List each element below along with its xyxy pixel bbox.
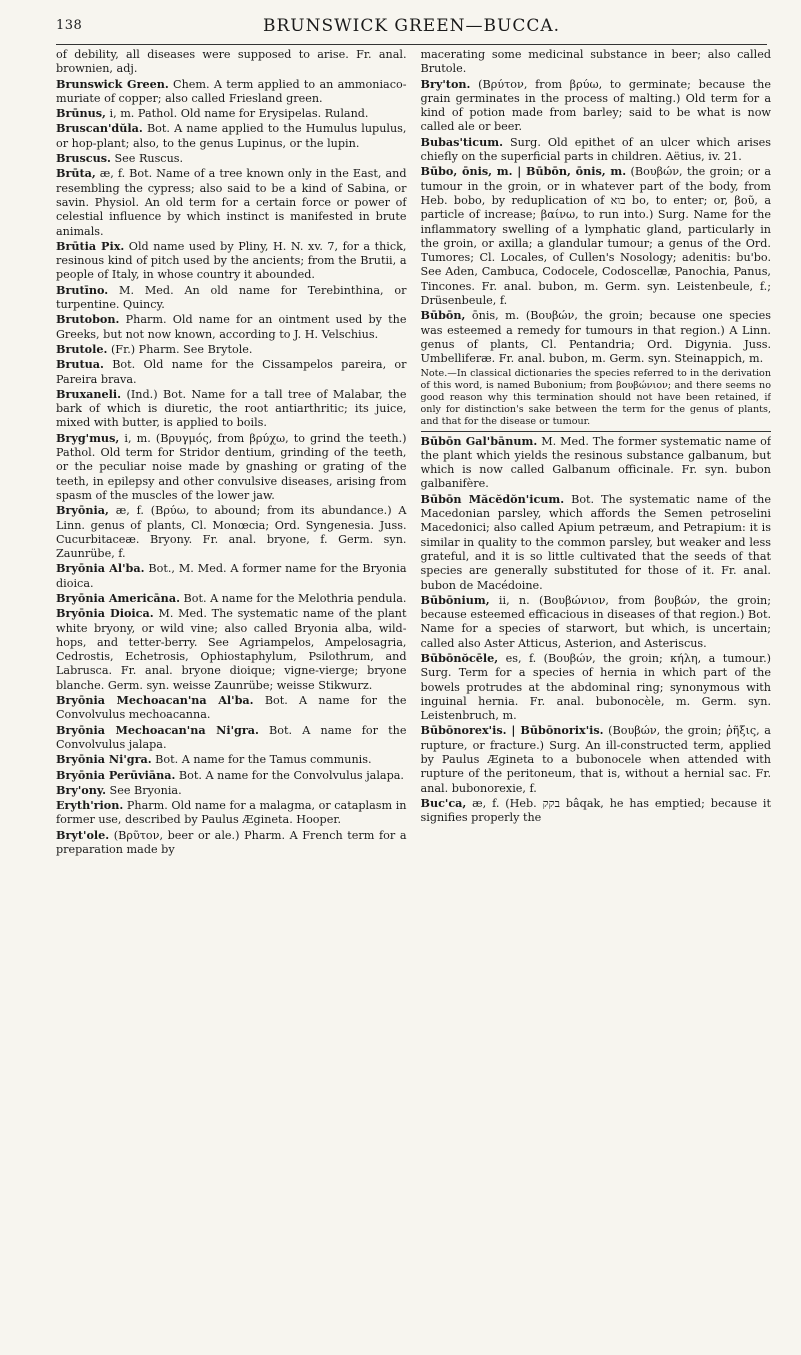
- entry-definition: Surg. Old epithet of an ulcer which arises chiefly on the superficial parts in children. Aëtius, iv. 21.: [420, 135, 771, 164]
- entry-definition: Old name used by Pliny, H. N. xv. 7, for a thick, resinous kind of pitch used by the ancients; from the Brutii, a people of Italy, in whose country it abounded.: [56, 239, 407, 282]
- entry-definition: (Ind.) Bot. Name for a tall tree of Malabar, the bark of which is diuretic, the root antiarthritic; its juice, mixed with butter, is applied to boils.: [56, 387, 407, 430]
- dictionary-entry: [56, 106, 407, 121]
- entry-definition: i, m. Pathol. Old name for Erysipelas. Ruland.: [105, 107, 369, 121]
- entry-headword: Brunswick Green.: [56, 76, 169, 91]
- dictionary-entry: [421, 135, 772, 165]
- entry-definition: ii, n. (Βουβώνιον, from βουβών, the groin; because esteemed efficacious in diseases of that region.) Bot. Name for a species of starwort, but which, is uncertain; called also Aster Atticus, Asterion, and Asteriscus.: [420, 593, 771, 650]
- entry-definition: macerating some medicinal substance in beer; also called Brutole.: [420, 48, 771, 76]
- dictionary-entry: [56, 723, 407, 753]
- text-columns: [56, 48, 771, 1345]
- entry-headword: Brutua.: [56, 357, 104, 372]
- entry-headword: Bry'ony.: [56, 782, 106, 797]
- dictionary-entry: [56, 387, 407, 431]
- entry-headword: Bryōnia Al'ba.: [56, 561, 145, 576]
- entry-definition: (Βρύτον, from βρύω, to germinate; because the grain germinates in the process of malting.) Old term for a kind of potion made from barley; said to be what is now called ale or beer.: [420, 77, 771, 134]
- dictionary-entry: [421, 796, 772, 826]
- entry-definition: æ, f. Bot. Name of a tree known only in the East, and resembling the cypress; also said to be a kind of Sabina, or savin. Physiol. An old term for a certain force or power of celestial influence by which instinct is manifested in brute animals.: [56, 167, 407, 238]
- entry-definition: M. Med. The systematic name of the plant white bryony, or wild vine; also called Bryonia alba, wild-hops, and tetter-berry. See Agriampelos, Ampelosagria, Cedrostis, Echetrosis, Ophiostaphylum, Psilothrum, and Labrusca. Fr. anal. bryone dioique; vigne-vierge; bryone blanche. Germ. syn. weisse Zaunrübe; weisse Stikwurz.: [56, 607, 407, 692]
- dictionary-entry: [421, 77, 772, 135]
- dictionary-entry: [56, 239, 407, 283]
- entry-headword: Būbōnorex'is. | Būbōnorix'is.: [420, 723, 604, 738]
- dictionary-entry: [56, 503, 407, 561]
- note-paragraph: [421, 368, 772, 429]
- entry-definition: Bot. Old name for the Cissampelos pareira, or Pareira brava.: [56, 358, 407, 386]
- entry-headword: Bryōnia Americāna.: [56, 590, 180, 605]
- dictionary-entry: [56, 783, 407, 798]
- entry-definition: of debility, all diseases were supposed to arise. Fr. anal. brownien, adj.: [56, 48, 407, 76]
- entry-definition: Bot. A name for the Convolvulus jalapa.: [56, 723, 407, 751]
- entry-definition: Note.—In classical dictionaries the species referred to in the derivation of this word, is named Bubonium; from βουβώνιον; and there seems no good reason why this termination should not have been retained, if only for distinction's sake between the term for the genus of plants, and that for the disease or tumour.: [420, 367, 771, 428]
- entry-definition: Bot., M. Med. A former name for the Bryonia dioica.: [56, 562, 407, 590]
- entry-headword: Brūta,: [56, 166, 96, 181]
- entry-definition: Pharm. Old name for a malagma, or cataplasm in former use, described by Paulus Ægineta. Hooper.: [56, 799, 407, 827]
- dictionary-entry: [56, 606, 407, 693]
- dictionary-entry: [56, 798, 407, 828]
- dictionary-entry: [56, 48, 407, 77]
- page-number: 138: [56, 18, 83, 33]
- entry-headword: Būbōnium,: [420, 592, 490, 607]
- entry-definition: Bot. The systematic name of the Macedonian parsley, which affords the Semen petroselini Macedonici; also called Apium petræum, and Petrapium: it is similar in quality to the common parsley, but weaker and less grateful, and it is so little cultivated that the seeds of that species are generally substituted for those of it. Fr. anal. bubon de Macédoine.: [420, 492, 771, 592]
- entry-headword: Bryōnia Mechoacan'na Al'ba.: [56, 693, 254, 708]
- dictionary-entry: [421, 593, 772, 651]
- note-divider: [421, 431, 772, 432]
- entry-headword: Eryth'rion.: [56, 798, 124, 813]
- dictionary-entry: [421, 723, 772, 795]
- dictionary-entry: [56, 312, 407, 342]
- dictionary-entry: [56, 693, 407, 723]
- entry-definition: Bot. A name applied to the Humulus lupulus, or hop-plant; also, to the genus Lupinus, or the lupin.: [56, 122, 407, 150]
- dictionary-entry: [56, 828, 407, 858]
- entry-headword: Bruscus.: [56, 151, 111, 166]
- dictionary-entry: [56, 768, 407, 783]
- entry-headword: Būbōnŏcēle,: [420, 651, 499, 665]
- entry-definition: æ, f. (Heb. בקק bâqak, he has emptied; because it signifies properly the: [420, 796, 771, 825]
- dictionary-entry: [421, 164, 772, 308]
- entry-headword: Bryōnia Dioica.: [56, 606, 154, 621]
- entry-headword: Bryōnia,: [56, 503, 109, 518]
- entry-headword: Buc'ca,: [420, 795, 467, 810]
- entry-definition: (Fr.) Pharm. See Brytole.: [107, 342, 253, 356]
- entry-definition: See Ruscus.: [110, 152, 184, 166]
- dictionary-entry: [421, 434, 772, 492]
- dictionary-entry: [56, 591, 407, 606]
- dictionary-entry: [56, 166, 407, 238]
- entry-definition: i, m. (Βρυγμός, from βρύχω, to grind the teeth.) Pathol. Old term for Stridor dentium, grinding of the teeth, or the peculiar noise made by gnashing or grating of the teeth, in epilepsy and other convulsive diseases, arising from spasm of the muscles of the lower jaw.: [56, 431, 407, 502]
- entry-definition: (Βρῦτον, beer or ale.) Pharm. A French term for a preparation made by: [56, 828, 407, 857]
- entry-headword: Bruscan'dŭla.: [56, 121, 143, 136]
- entry-headword: Brutīno.: [56, 282, 109, 297]
- dictionary-entry: [421, 492, 772, 593]
- entry-headword: Būbōn,: [420, 308, 466, 323]
- entry-headword: Būbo, ōnis, m. | Būbōn, ōnis, m.: [420, 164, 627, 179]
- entry-definition: Bot. A name for the Convolvulus mechoacanna.: [56, 694, 407, 722]
- dictionary-entry: [56, 431, 407, 503]
- entry-definition: Bot. A name for the Tamus communis.: [151, 753, 372, 767]
- entry-headword: Bryg'mus,: [56, 430, 120, 445]
- right-column: [421, 48, 772, 1345]
- dictionary-entry: [56, 357, 407, 387]
- entry-headword: Bryōnia Mechoacan'na Ni'gra.: [56, 722, 259, 737]
- entry-definition: See Bryonia.: [105, 783, 182, 797]
- dictionary-entry: [421, 651, 772, 723]
- entry-definition: Bot. A name for the Convolvulus jalapa.: [175, 768, 404, 782]
- entry-definition: (Βουβών, the groin; or a tumour in the groin, or in whatever part of the body, from Heb. bobo, by reduplication of בוא bo, to enter; or, βοῦ, a particle of increase; βαίνω, to run into.) Surg. Name for the inflammatory swelling of a lymphatic gland, particularly in the groin, or axilla; a glandular tumour; a genus of the Ord. Tumores; Cl. Locales, of Cullen's Nosology; adenitis: bu'bo. See Aden, Cambuca, Codocele, Codoscellæ, Panochia, Panus, Tincones. Fr. anal. bubon, m. Germ. syn. Leistenbeule, f.; Drüsenbeule, f.: [420, 165, 771, 308]
- dictionary-entry: [56, 752, 407, 767]
- entry-definition: Bot. A name for the Melothria pendula.: [179, 591, 407, 605]
- entry-headword: Būbōn Gal'bānum.: [420, 433, 538, 448]
- entry-headword: Būbōn Măcĕdŏn'icum.: [420, 491, 565, 506]
- dictionary-entry: [56, 342, 407, 357]
- entry-definition: M. Med. An old name for Terebinthina, or turpentine. Quincy.: [56, 283, 407, 312]
- left-column: [56, 48, 407, 1345]
- entry-definition: es, f. (Βουβών, the groin; κήλη, a tumour.) Surg. Term for a species of hernia in which part of the bowels protrudes at the abdominal ring; synonymous with inguinal hernia. Fr. anal. bubonocèle, m. Germ. syn. Leistenbruch, m.: [420, 652, 771, 723]
- dictionary-entry: [56, 121, 407, 151]
- dictionary-entry: [56, 561, 407, 591]
- page-header: [56, 14, 767, 45]
- entry-headword: Bry'ton.: [420, 76, 471, 91]
- entry-headword: Brūnus,: [56, 106, 106, 121]
- dictionary-entry: [56, 283, 407, 313]
- entry-definition: ōnis, m. (Βουβών, the groin; because one species was esteemed a remedy for tumours in that region.) A Linn. genus of plants, Cl. Pentandria; Ord. Digynia. Juss. Umbelliferæ. Fr. anal. bubon, m. Germ. syn. Steinappich, m.: [420, 309, 771, 366]
- entry-definition: Pharm. Old name for an ointment used by the Greeks, but not now known, according to J. H. Velschius.: [56, 313, 407, 341]
- dictionary-entry: [56, 151, 407, 166]
- entry-definition: M. Med. The former systematic name of the plant which yields the resinous substance galbanum, but which is now called Galbanum officinale. Fr. syn. bubon galbanifère.: [420, 434, 771, 491]
- entry-headword: Brutobon.: [56, 312, 120, 327]
- dictionary-entry: [421, 308, 772, 366]
- entry-headword: Brutole.: [56, 341, 108, 356]
- entry-headword: Bryōnia Perūviāna.: [56, 767, 176, 782]
- running-title: BRUNSWICK GREEN—BUCCA.: [262, 16, 561, 36]
- dictionary-entry: [56, 77, 407, 107]
- entry-definition: æ, f. (Βρύω, to abound; from its abundance.) A Linn. genus of plants, Cl. Monœcia; Ord. Syngenesia. Juss. Cucurbitaceæ. Bryony. Fr. anal. bryone, f. Germ. syn. Zaunrübe, f.: [56, 504, 407, 561]
- entry-headword: Bruxaneli.: [56, 386, 122, 401]
- dictionary-entry: [421, 48, 772, 77]
- entry-headword: Bubas'ticum.: [420, 134, 503, 149]
- entry-definition: (Βουβών, the groin; ῥῆξις, a rupture, or fracture.) Surg. An ill-constructed term, applied by Paulus Ægineta to a bubonocele when attended with rupture of the peritoneum, that is, without a hernial sac. Fr. anal. bubonorexie, f.: [420, 724, 771, 795]
- entry-headword: Brūtia Pix.: [56, 238, 125, 253]
- entry-definition: Chem. A term applied to an ammoniaco-muriate of copper; also called Friesland green.: [56, 77, 407, 105]
- entry-headword: Bryt'ole.: [56, 827, 110, 842]
- entry-headword: Bryōnia Ni'gra.: [56, 752, 152, 767]
